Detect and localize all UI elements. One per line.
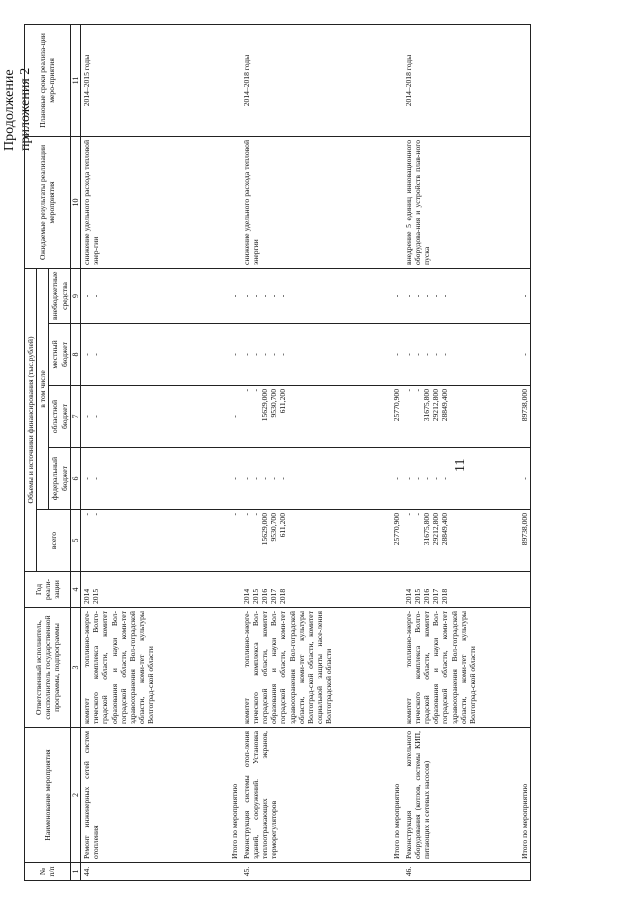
subtotal-regional: 25770,900: [359, 386, 403, 448]
expected-result: внедрение 5 единиц инновационного оборудова-ния и устройств плав-ного пуска: [403, 136, 487, 268]
table-row-subtotal: [359, 24, 403, 880]
subtotal-local: -: [359, 324, 403, 386]
extra-cell: - -: [81, 268, 157, 323]
subtotal-extra: -: [359, 268, 403, 323]
colnum-7: 7: [70, 386, 80, 448]
colnum-8: 8: [70, 324, 80, 386]
table-row-subtotal: [487, 24, 531, 880]
continuation-title: Продолжение приложения 2: [2, 67, 33, 151]
local-cell: - - - - -: [241, 324, 359, 386]
colnum-4: 4: [70, 572, 80, 608]
page-number: 11: [453, 458, 468, 472]
row-number: 46.: [403, 863, 487, 881]
federal-cell: - - - - -: [241, 448, 359, 510]
colnum-3: 3: [70, 608, 80, 728]
subtotal-label: Итого по мероприятию: [392, 783, 402, 859]
activity-name: Реконструкция системы отоп-ления зданий, сооружений. Установка теплоотражающих экранов, терморегуляторов: [241, 728, 359, 863]
local-cell: - - - - -: [403, 324, 487, 386]
activity-name: Реконструкция котельного оборудования (котлов, системы КИП, питающих и сетевых насосов): [403, 728, 487, 863]
row-number: 44.: [81, 863, 157, 881]
program-activities-table: [24, 24, 531, 881]
year-cell: 2014 2015 2016 2017 2018: [241, 572, 359, 608]
local-cell: - -: [81, 324, 157, 386]
colnum-5: 5: [70, 510, 80, 572]
subtotal-regional: -: [157, 386, 241, 448]
regional-cell: - - 31675,800 29212,800 28849,400: [403, 386, 487, 448]
subtotal-total: 25770,900: [359, 510, 403, 572]
federal-cell: - - - - -: [403, 448, 487, 510]
header-funding: Объемы и источники финансирования (тыс.рублей): [25, 268, 37, 571]
header-incl: в том числе: [37, 268, 49, 509]
extra-cell: - - - - -: [403, 268, 487, 323]
header-extra: внебюджетные средства: [49, 268, 70, 323]
regional-cell: - -: [81, 386, 157, 448]
subtotal-local: -: [487, 324, 531, 386]
table-row: [241, 24, 359, 880]
year-cell: 2014 2015: [81, 572, 157, 608]
subtotal-label: Итого по мероприятию: [230, 783, 240, 859]
colnum-6: 6: [70, 448, 80, 510]
header-name: Наименование мероприятия: [25, 728, 71, 863]
header-num: № п/п: [25, 863, 71, 881]
header-regional: областной бюджет: [49, 386, 70, 448]
colnum-9: 9: [70, 268, 80, 323]
colnum-1: 1: [70, 863, 80, 881]
colnum-2: 2: [70, 728, 80, 863]
regional-cell: - - 15629,000 9530,700 611,200: [241, 386, 359, 448]
header-terms: Плановые сроки реализа-ции меро-приятия: [25, 24, 71, 136]
table-row-subtotal: [157, 24, 241, 880]
table-row: [81, 24, 157, 880]
activity-name: Ремонт инженерных сетей систем отопления: [81, 728, 157, 863]
planned-term: 2014–2018 годы: [241, 24, 359, 136]
header-local: местный бюджет: [49, 324, 70, 386]
responsible-executor: комитет топливно-энерге-тического комплекса Волго-градской области, комитет образования и науки Вол-гоградской области, коми-тет здравоохранения Вол-гоградской области, коми-тет культуры Волгоград-ской области: [81, 608, 157, 728]
subtotal-extra: -: [487, 268, 531, 323]
header-federal: федеральный бюджет: [49, 448, 70, 510]
planned-term: 2014–2015 годы: [81, 24, 157, 136]
responsible-executor: комитет топливно-энерге-тического комплекса Вол-гоградской области, комитет образования и науки Вол-гоградской области, коми-тет здравоохранения Вол-гоградской области, коми-тет культуры Волгоград-ской области, комитет социальной защиты насе-ления Волгоградской области: [241, 608, 359, 728]
responsible-executor: комитет топливно-энерге-тического комплекса Волго-градской области, комитет образования и науки Вол-гоградской области, коми-тет здравоохранения Вол-гоградской области, коми-тет культуры Волгоград-ской области: [403, 608, 487, 728]
subtotal-extra: -: [157, 268, 241, 323]
planned-term: 2014–2018 годы: [403, 24, 487, 136]
subtotal-federal: -: [157, 448, 241, 510]
subtotal-federal: -: [487, 448, 531, 510]
row-number: 45.: [241, 863, 359, 881]
header-responsible: Ответственный исполнитель, соисполнитель государственной программы, подпрограммы: [25, 608, 71, 728]
colnum-11: 11: [70, 24, 80, 136]
header-year: Год реали-зации: [25, 572, 71, 608]
extra-cell: - - - - -: [241, 268, 359, 323]
subtotal-label: Итого по мероприятию: [519, 783, 529, 859]
total-cell: - -: [81, 510, 157, 572]
subtotal-total: 89738,000: [487, 510, 531, 572]
expected-result: снижение удельного расхода тепловой энергии: [241, 136, 359, 268]
subtotal-federal: -: [359, 448, 403, 510]
header-total: всего: [37, 510, 71, 572]
subtotal-regional: 89738,000: [487, 386, 531, 448]
total-cell: - - 31675,800 29212,800 28849,400: [403, 510, 487, 572]
total-cell: - - 15629,000 9530,700 611,200: [241, 510, 359, 572]
table-row: [403, 24, 487, 880]
year-cell: 2014 2015 2016 2017 2018: [403, 572, 487, 608]
subtotal-total: -: [157, 510, 241, 572]
expected-result: снижение удельного расхода тепловой энер-гии: [81, 136, 157, 268]
header-results: Ожидаемые результаты реализации мероприятия: [25, 136, 71, 268]
subtotal-local: -: [157, 324, 241, 386]
colnum-10: 10: [70, 136, 80, 268]
federal-cell: - -: [81, 448, 157, 510]
